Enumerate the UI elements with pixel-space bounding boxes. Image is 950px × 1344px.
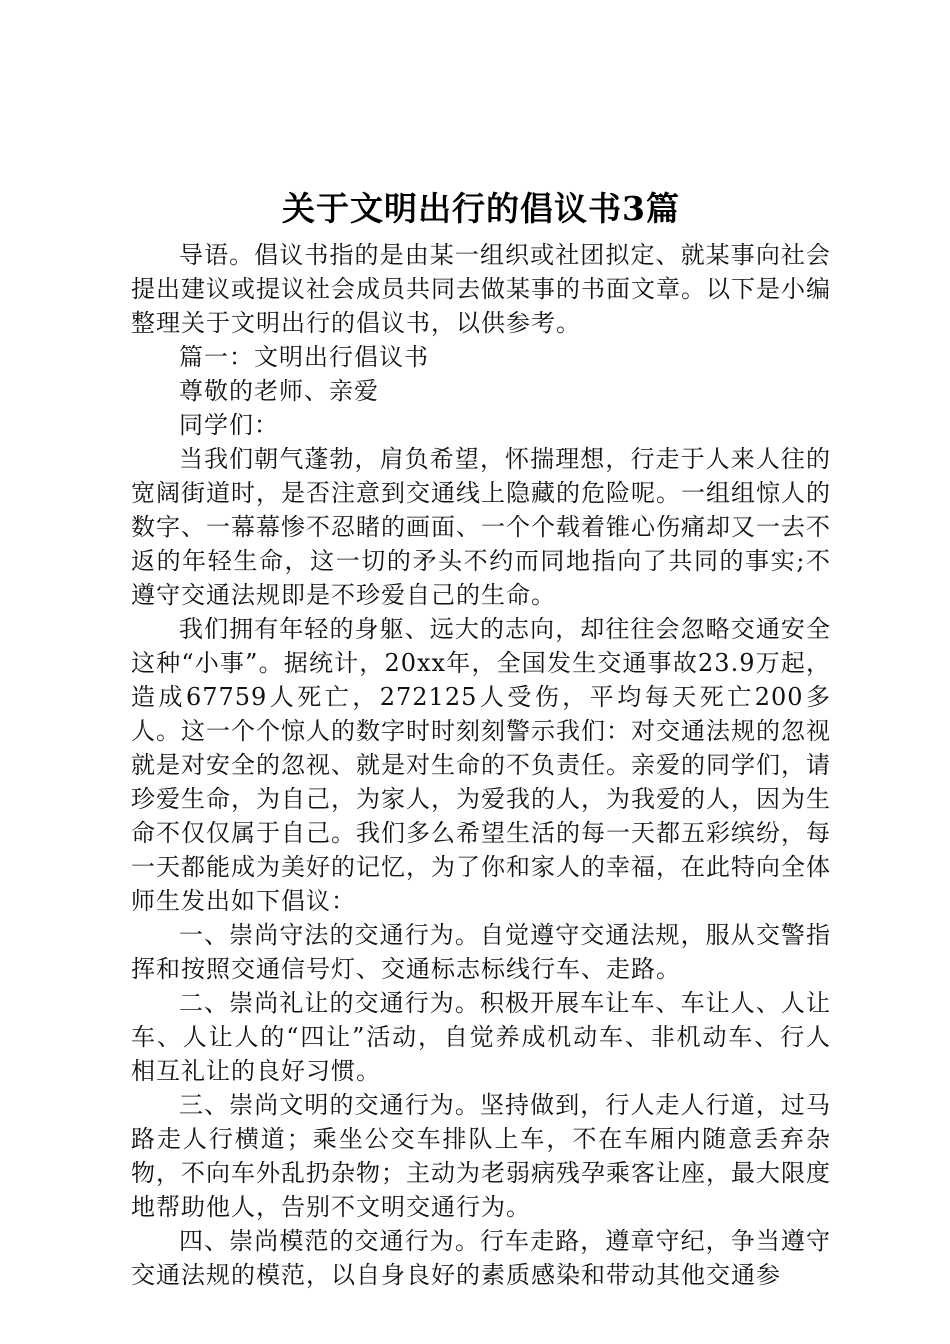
paragraph-proposal-3: 三、崇尚文明的交通行为。坚持做到，行人走人行道，过马路走人行横道；乘坐公交车排队上车，不在车厢内随意丢弃杂物，不向车外乱扔杂物；主动为老弱病残孕乘客让座，最大限度地帮助他人，告别不文明交通行为。 [131,1091,831,1221]
paragraph-intro: 导语。倡议书指的是由某一组织或社团拟定、就某事向社会提出建议或提议社会成员共同去做某事的书面文章。以下是小编整理关于文明出行的倡议书，以供参考。 [131,241,831,337]
document-title: 关于文明出行的倡议书3篇 [282,189,680,228]
paragraph-proposal-4: 四、崇尚模范的交通行为。行车走路，遵章守纪，争当遵守交通法规的模范，以自身良好的素质感染和带动其他交通参 [131,1227,831,1289]
paragraph-salutation-cont: 同学们： [179,411,279,439]
paragraph-proposal-2: 二、崇尚礼让的交通行为。积极开展车让车、车让人、人让车、人让人的“四让”活动，自觉养成机动车、非机动车、行人相互礼让的良好习惯。 [131,989,831,1085]
paragraph-proposal-1: 一、崇尚守法的交通行为。自觉遵守交通法规，服从交警指挥和按照交通信号灯、交通标志标线行车、走路。 [131,921,831,983]
document-page [131,186,831,1292]
paragraph-salutation: 尊敬的老师、亲爱 [179,377,379,405]
paragraph-body-2: 我们拥有年轻的身躯、远大的志向，却往往会忽略交通安全这种“小事”。据统计，20xx年，全国发生交通事故23.9万起，造成67759人死亡，272125人受伤，平均每天死亡200多人。这一个个惊人的数字时时刻刻警示我们：对交通法规的忽视就是对安全的忽视、就是对生命的不负责任。亲爱的同学们，请珍爱生命，为自己，为家人，为爱我的人，为我爱的人，因为生命不仅仅属于自己。我们多么希望生活的每一天都五彩缤纷，每一天都能成为美好的记忆，为了你和家人的幸福，在此特向全体师生发出如下倡议： [131,615,831,915]
paragraph-section-heading: 篇一：文明出行倡议书 [179,343,429,371]
paragraph-body-1: 当我们朝气蓬勃，肩负希望，怀揣理想，行走于人来人往的宽阔街道时，是否注意到交通线上隐藏的危险呢。一组组惊人的数字、一幕幕惨不忍睹的画面、一个个载着锥心伤痛却又一去不返的年轻生命，这一切的矛头不约而同地指向了共同的事实;不遵守交通法规即是不珍爱自己的生命。 [131,445,831,609]
